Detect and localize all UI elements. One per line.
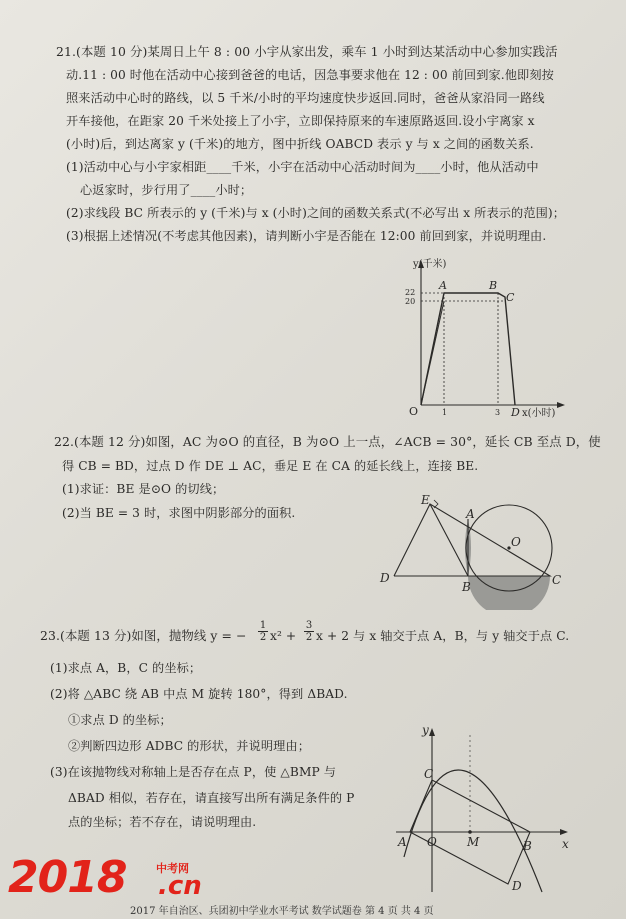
q21-line4: 开车接他，在距家 20 千米处接上了小宇，立即保持原来的车速原路返回.设小宇离家 x xyxy=(66,114,535,128)
q23-part3b: ΔBAD 相似，若存在，请直接写出所有满足条件的 P xyxy=(68,791,355,805)
q23-frac2-num: 3 xyxy=(305,620,313,631)
q21-graph xyxy=(395,255,570,425)
point-M-dot xyxy=(468,830,472,834)
graph-tick-1: 1 xyxy=(442,408,448,417)
fig23-label-B: B xyxy=(523,839,532,853)
q23-frac2 xyxy=(304,620,314,643)
q23-part2a: ①求点 D 的坐标； xyxy=(68,713,172,727)
graph-x-arrow xyxy=(557,402,565,408)
fig23-x-arrow xyxy=(560,829,568,835)
shade-region-BC xyxy=(468,576,550,610)
q23-frac1 xyxy=(258,620,268,643)
fig23-label-y: y xyxy=(422,723,429,737)
q23-part3a: (3)在该抛物线对称轴上是否存在点 P，使 △BMP 与 xyxy=(50,765,337,779)
graph-origin: O xyxy=(409,405,419,418)
logo-year: 2018 xyxy=(8,852,127,903)
logo-site-name: 中考网 xyxy=(156,862,189,875)
q22-line2: 得 CB = BD，过点 D 作 DE ⊥ AC，垂足 E 在 CA 的延长线上，连接 BE. xyxy=(62,459,479,473)
q21-line3: 照来活动中心时的路线，以 5 千米/小时的平均速度快步返回.同时，爸爸从家沿同一路线 xyxy=(66,91,545,105)
q22-figure xyxy=(374,490,574,610)
q21-part3: (3)根据上述情况(不考虑其他因素)，请判断小宇是否能在 12:00 前回到家，并说明理由. xyxy=(66,229,547,243)
graph-tick-22: 22 xyxy=(405,288,416,297)
fig23-label-D: D xyxy=(512,879,522,893)
q23-part2b: ②判断四边形 ADBC 的形状，并说明理由； xyxy=(68,739,311,753)
graph-point-B: B xyxy=(489,279,498,292)
fig22-label-E: E xyxy=(421,493,430,507)
page-footer: 2017 年自治区、兵团初中学业水平考试 数学试题卷 第 4 页 共 4 页 xyxy=(130,906,434,917)
fig22-label-D: D xyxy=(380,571,390,585)
q22-part2: (2)当 BE = 3 时，求图中阴影部分的面积. xyxy=(62,506,296,520)
graph-point-D: D xyxy=(511,406,520,419)
q23-head-b: x² + xyxy=(270,629,297,643)
graph-dad-line xyxy=(421,301,444,405)
q23-frac1-num: 1 xyxy=(259,620,267,631)
fig23-label-x: x xyxy=(562,837,569,851)
fig23-label-M: M xyxy=(467,835,480,849)
graph-y-label: y(千米) xyxy=(413,259,447,270)
fig22-label-O: O xyxy=(511,535,521,549)
graph-point-A: A xyxy=(439,279,447,292)
site-logo[interactable] xyxy=(8,852,238,904)
fig23-label-A: A xyxy=(398,835,407,849)
q21-part1b: 心返家时，步行用了____小时； xyxy=(80,183,253,197)
q23-frac2-den: 2 xyxy=(305,632,313,643)
graph-point-C: C xyxy=(506,291,515,304)
graph-tick-3: 3 xyxy=(495,408,501,417)
q23-part3c: 点的坐标；若不存在，请说明理由. xyxy=(68,815,257,829)
q23-head-c: x + 2 与 x 轴交于点 A，B，与 y 轴交于点 C. xyxy=(316,629,570,643)
graph-x-label: x(小时) xyxy=(522,408,556,419)
q23-part1: (1)求点 A，B，C 的坐标； xyxy=(50,661,202,675)
q23-frac1-den: 2 xyxy=(259,632,267,643)
q22-part1: (1)求证：BE 是⊙O 的切线； xyxy=(62,482,225,496)
q21-part1a: (1)活动中心与小宇家相距____千米，小宇在活动中心活动时间为____小时，他从活动中 xyxy=(66,160,539,174)
parabola xyxy=(404,770,542,892)
fig22-label-A: A xyxy=(466,507,475,521)
logo-domain: .cn xyxy=(158,871,202,901)
fig23-label-O: O xyxy=(427,835,437,849)
q23-part2: (2)将 △ABC 绕 AB 中点 M 旋转 180°，得到 ΔBAD. xyxy=(50,687,348,701)
q22-line1: 22.(本题 12 分)如图，AC 为⊙O 的直径，B 为⊙O 上一点，∠ACB = 30°，延长 CB 至点 D，使 xyxy=(54,434,601,449)
fig22-label-B: B xyxy=(462,580,471,594)
q21-line1: 21.(本题 10 分)某周日上午 8 : 00 小宇从家出发，乘车 1 小时到达某活动中心参加实践活 xyxy=(56,44,558,59)
fig22-label-C: C xyxy=(552,573,562,587)
q23-figure xyxy=(390,722,580,897)
q21-part2: (2)求线段 BC 所表示的 y (千米)与 x (小时)之间的函数关系式(不必写出 x 所表示的范围)； xyxy=(66,206,566,220)
fig23-label-C: C xyxy=(424,767,434,781)
graph-tick-20: 20 xyxy=(405,297,416,306)
q21-line5: (小时)后，到达离家 y (千米)的地方，图中折线 OABCD 表示 y 与 x 之间的函数关系. xyxy=(66,137,534,151)
q23-head-a: 23.(本题 13 分)如图，抛物线 y = − xyxy=(40,628,247,643)
fig23-y-arrow xyxy=(429,728,435,736)
graph-polyline-OABCD xyxy=(421,293,515,405)
q21-line2: 动.11 : 00 时他在活动中心接到爸爸的电话，因急事要求他在 12 : 00 前回到家.他即刻按 xyxy=(66,68,554,82)
